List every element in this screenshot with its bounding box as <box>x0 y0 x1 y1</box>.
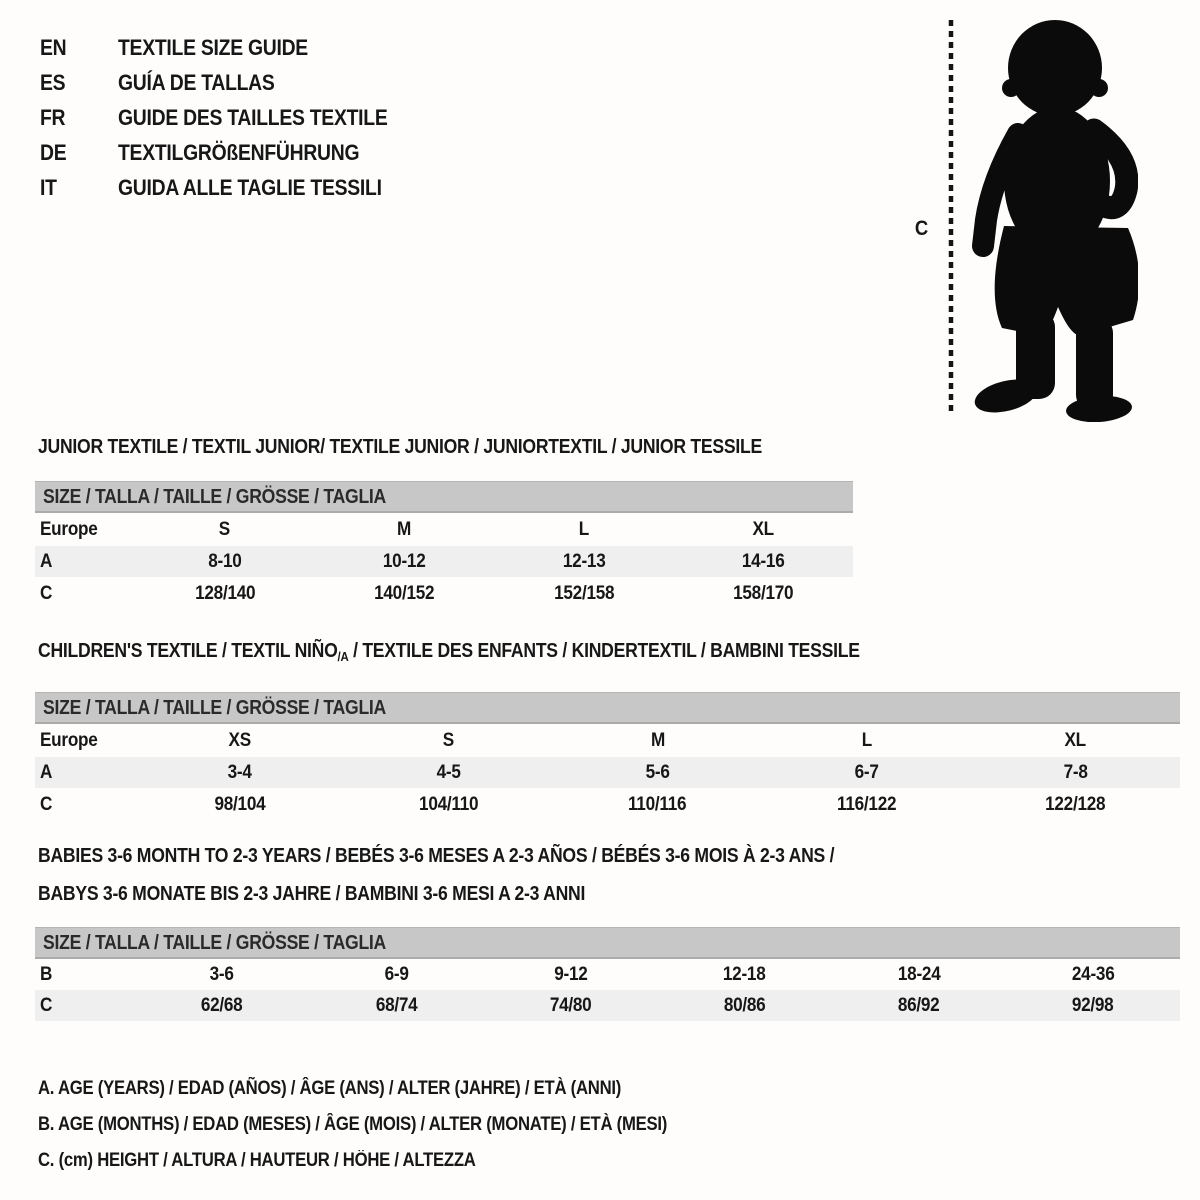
cell: 4-5 <box>436 761 461 783</box>
junior-columns-row <box>35 513 853 546</box>
cell: 6-9 <box>384 963 409 985</box>
babies-size-table-header: SIZE / TALLA / TAILLE / GRÖSSE / TAGLIA <box>35 927 1180 959</box>
language-code-fr: FR <box>40 104 66 130</box>
junior-size-table-header: SIZE / TALLA / TAILLE / GRÖSSE / TAGLIA <box>35 481 853 513</box>
children-size-table-header: SIZE / TALLA / TAILLE / GRÖSSE / TAGLIA <box>35 692 1180 724</box>
cell: 7-8 <box>1063 761 1088 783</box>
cell: 10-12 <box>382 550 426 572</box>
cell: B <box>40 963 53 985</box>
cell: C <box>40 994 53 1016</box>
cell: 12-13 <box>562 550 606 572</box>
language-code-it: IT <box>40 174 57 200</box>
cell: A <box>40 550 53 572</box>
cell: 3-6 <box>210 963 235 985</box>
language-row-it <box>40 170 424 205</box>
cell: 110/116 <box>628 792 687 815</box>
cell: 128/140 <box>194 582 255 604</box>
cell: XS <box>228 729 251 751</box>
toddler-silhouette <box>962 18 1138 422</box>
cell: 6-7 <box>854 761 879 783</box>
silhouette-head <box>1008 20 1102 116</box>
cell: XL <box>752 518 774 540</box>
children-height-row <box>35 788 1180 820</box>
cell: A <box>40 761 53 783</box>
language-row-de <box>40 135 424 170</box>
legend-height-cm: C. (cm) HEIGHT / ALTURA / HAUTEUR / HÖHE / ALTEZZA <box>38 1150 476 1171</box>
junior-size-table <box>35 481 853 610</box>
guide-title-es: GUÍA DE TALLAS <box>118 69 275 95</box>
language-row-es <box>40 65 424 100</box>
cell: S <box>442 729 455 751</box>
language-code-de: DE <box>40 139 67 165</box>
nino-a-subscript: /A <box>337 649 349 664</box>
cell: 98/104 <box>214 792 265 815</box>
babies-size-table <box>35 927 1180 1021</box>
junior-age-row <box>35 546 853 577</box>
language-code-es: ES <box>40 69 66 95</box>
cell: Europe <box>40 518 98 540</box>
cell: L <box>861 729 872 751</box>
cell: 152/158 <box>553 582 614 604</box>
guide-title-en: TEXTILE SIZE GUIDE <box>118 34 308 60</box>
language-title-list <box>40 30 424 205</box>
cell: 104/110 <box>418 792 479 815</box>
children-size-table <box>35 692 1180 820</box>
junior-section-title: JUNIOR TEXTILE / TEXTIL JUNIOR/ TEXTILE JUNIOR / JUNIORTEXTIL / JUNIOR TESSILE <box>38 436 762 458</box>
language-row-en <box>40 30 424 65</box>
language-row-fr <box>40 100 424 135</box>
cell: 116/122 <box>836 792 897 815</box>
cell: M <box>397 518 412 540</box>
children-age-row <box>35 757 1180 788</box>
cell: 24-36 <box>1071 963 1115 985</box>
cell: 3-4 <box>227 761 252 783</box>
cell: 62/68 <box>201 994 243 1016</box>
babies-section-title-line1: BABIES 3-6 MONTH TO 2-3 YEARS / BEBÉS 3-6 MESES A 2-3 AÑOS / BÉBÉS 3-6 MOIS À 2-3 ANS / <box>38 845 835 867</box>
measurement-legend <box>38 1071 753 1179</box>
cell: Europe <box>40 729 98 751</box>
babies-height-row <box>35 990 1180 1021</box>
cell: 74/80 <box>549 994 592 1016</box>
cell: L <box>578 518 589 540</box>
cell: XL <box>1064 729 1087 751</box>
cell: S <box>219 518 231 540</box>
cell: 92/98 <box>1072 994 1114 1016</box>
junior-height-row <box>35 577 853 610</box>
children-columns-row <box>35 724 1180 757</box>
cell: 18-24 <box>897 963 941 985</box>
height-measure-dashed-line <box>947 16 955 420</box>
cell: 122/128 <box>1045 792 1106 815</box>
guide-title-de: TEXTILGRÖßENFÜHRUNG <box>118 139 360 165</box>
children-section-title: CHILDREN'S TEXTILE / TEXTIL $NIÑO_{/A}$ / TEXTILE DES ENFANTS / KINDERTEXTIL / BAMBINI TESSILE <box>38 640 860 664</box>
cell: 68/74 <box>375 994 418 1016</box>
cell: 5-6 <box>645 761 670 783</box>
cell: 9-12 <box>553 963 588 985</box>
cell: C <box>40 582 53 604</box>
cell: 158/170 <box>733 582 794 604</box>
cell: 8-10 <box>208 550 242 572</box>
cell: 80/86 <box>723 994 766 1016</box>
babies-age-row <box>35 959 1180 990</box>
legend-age-months: B. AGE (MONTHS) / EDAD (MESES) / ÂGE (MOIS) / ALTER (MONATE) / ETÀ (MESI) <box>38 1114 668 1135</box>
height-measure-label: C <box>914 217 928 240</box>
cell: 12-18 <box>723 963 766 985</box>
babies-section-title-line2: BABYS 3-6 MONATE BIS 2-3 JAHRE / BAMBINI 3-6 MESI A 2-3 ANNI <box>38 883 586 905</box>
cell: 14-16 <box>741 550 785 572</box>
legend-age-years: A. AGE (YEARS) / EDAD (AÑOS) / ÂGE (ANS) / ALTER (JAHRE) / ETÀ (ANNI) <box>38 1078 622 1099</box>
guide-title-it: GUIDA ALLE TAGLIE TESSILI <box>118 174 382 200</box>
language-code-en: EN <box>40 34 67 60</box>
cell: C <box>40 792 53 815</box>
cell: 86/92 <box>897 994 940 1016</box>
cell: 140/152 <box>374 582 435 604</box>
cell: M <box>650 729 665 751</box>
guide-title-fr: GUIDE DES TAILLES TEXTILE <box>118 104 388 130</box>
